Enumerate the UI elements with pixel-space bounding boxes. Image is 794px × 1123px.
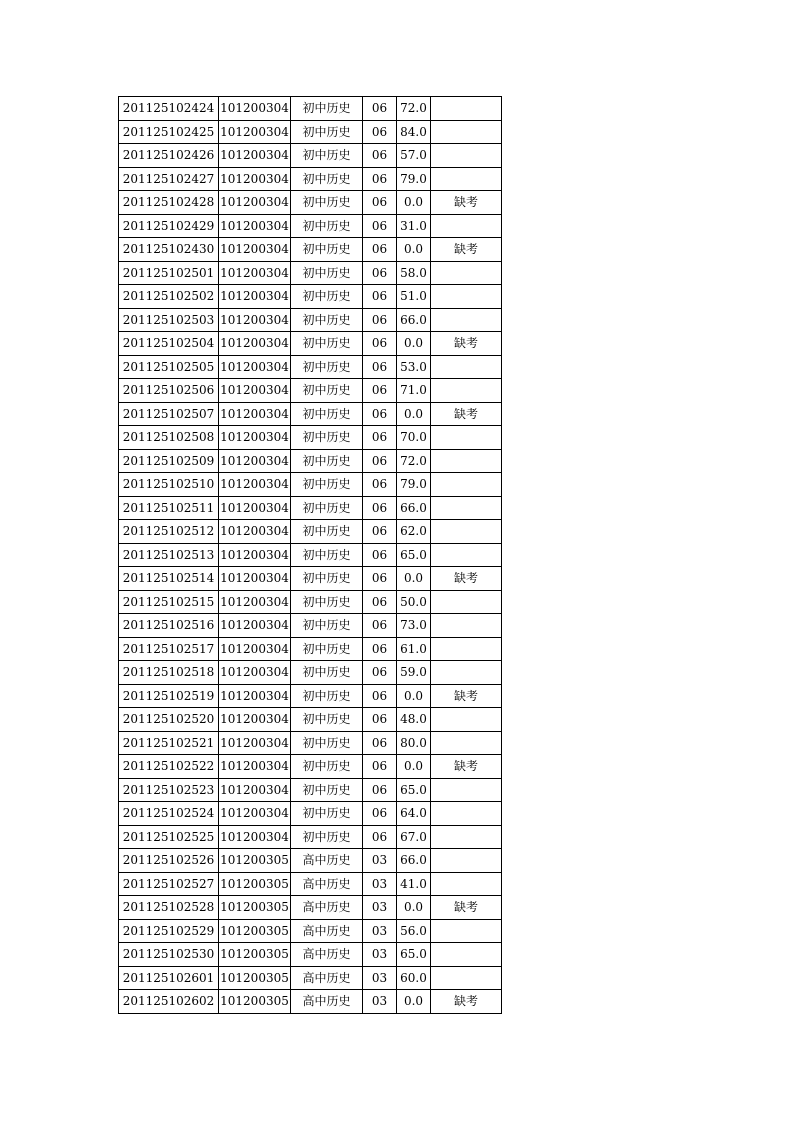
position-code-cell: 101200304 [219,449,291,473]
exam-id-cell: 201125102504 [119,332,219,356]
position-code-cell: 101200304 [219,708,291,732]
exam-id-cell: 201125102509 [119,449,219,473]
score-cell: 79.0 [397,167,431,191]
score-cell: 66.0 [397,496,431,520]
position-code-cell: 101200304 [219,825,291,849]
exam-id-cell: 201125102503 [119,308,219,332]
subject-cell: 初中历史 [291,402,363,426]
remark-cell [431,802,502,826]
remark-cell [431,637,502,661]
remark-cell: 缺考 [431,238,502,262]
remark-cell [431,520,502,544]
remark-cell [431,872,502,896]
quota-cell: 06 [363,144,397,168]
quota-cell: 03 [363,896,397,920]
exam-id-cell: 201125102514 [119,567,219,591]
subject-cell: 初中历史 [291,590,363,614]
table-row [119,426,502,450]
position-code-cell: 101200305 [219,966,291,990]
position-code-cell: 101200304 [219,379,291,403]
exam-id-cell: 201125102427 [119,167,219,191]
position-code-cell: 101200304 [219,285,291,309]
exam-id-cell: 201125102426 [119,144,219,168]
subject-cell: 高中历史 [291,872,363,896]
exam-id-cell: 201125102526 [119,849,219,873]
quota-cell: 06 [363,191,397,215]
remark-cell [431,97,502,121]
score-table [118,96,502,1014]
remark-cell [431,614,502,638]
exam-id-cell: 201125102425 [119,120,219,144]
position-code-cell: 101200304 [219,214,291,238]
table-row [119,684,502,708]
table-row [119,637,502,661]
quota-cell: 06 [363,97,397,121]
score-cell: 58.0 [397,261,431,285]
subject-cell: 初中历史 [291,355,363,379]
exam-id-cell: 201125102502 [119,285,219,309]
table-row [119,966,502,990]
exam-id-cell: 201125102424 [119,97,219,121]
exam-id-cell: 201125102519 [119,684,219,708]
exam-id-cell: 201125102520 [119,708,219,732]
position-code-cell: 101200305 [219,919,291,943]
position-code-cell: 101200304 [219,755,291,779]
remark-cell [431,449,502,473]
subject-cell: 初中历史 [291,614,363,638]
table-row [119,943,502,967]
position-code-cell: 101200305 [219,896,291,920]
exam-id-cell: 201125102513 [119,543,219,567]
score-cell: 66.0 [397,308,431,332]
position-code-cell: 101200305 [219,943,291,967]
remark-cell [431,379,502,403]
score-cell: 84.0 [397,120,431,144]
exam-id-cell: 201125102510 [119,473,219,497]
exam-id-cell: 201125102428 [119,191,219,215]
position-code-cell: 101200304 [219,426,291,450]
table-row [119,849,502,873]
quota-cell: 06 [363,355,397,379]
remark-cell: 缺考 [431,755,502,779]
score-cell: 0.0 [397,567,431,591]
table-row [119,261,502,285]
remark-cell [431,496,502,520]
score-cell: 41.0 [397,872,431,896]
subject-cell: 初中历史 [291,285,363,309]
remark-cell: 缺考 [431,567,502,591]
score-cell: 0.0 [397,684,431,708]
score-cell: 61.0 [397,637,431,661]
subject-cell: 初中历史 [291,802,363,826]
position-code-cell: 101200304 [219,120,291,144]
remark-cell [431,543,502,567]
quota-cell: 06 [363,520,397,544]
position-code-cell: 101200304 [219,97,291,121]
score-table-body [119,97,502,1014]
exam-id-cell: 201125102511 [119,496,219,520]
exam-id-cell: 201125102525 [119,825,219,849]
position-code-cell: 101200304 [219,731,291,755]
position-code-cell: 101200304 [219,567,291,591]
score-cell: 50.0 [397,590,431,614]
score-cell: 65.0 [397,943,431,967]
position-code-cell: 101200304 [219,355,291,379]
remark-cell [431,708,502,732]
quota-cell: 03 [363,849,397,873]
position-code-cell: 101200305 [219,849,291,873]
remark-cell [431,849,502,873]
exam-id-cell: 201125102527 [119,872,219,896]
table-row [119,802,502,826]
score-cell: 72.0 [397,449,431,473]
position-code-cell: 101200304 [219,778,291,802]
quota-cell: 06 [363,496,397,520]
score-cell: 59.0 [397,661,431,685]
score-cell: 65.0 [397,778,431,802]
table-row [119,543,502,567]
subject-cell: 高中历史 [291,849,363,873]
position-code-cell: 101200304 [219,167,291,191]
remark-cell: 缺考 [431,191,502,215]
remark-cell: 缺考 [431,896,502,920]
remark-cell [431,308,502,332]
remark-cell [431,590,502,614]
table-row [119,355,502,379]
exam-id-cell: 201125102430 [119,238,219,262]
subject-cell: 高中历史 [291,919,363,943]
subject-cell: 初中历史 [291,825,363,849]
position-code-cell: 101200304 [219,473,291,497]
exam-id-cell: 201125102429 [119,214,219,238]
score-cell: 73.0 [397,614,431,638]
remark-cell [431,214,502,238]
table-row [119,567,502,591]
subject-cell: 初中历史 [291,661,363,685]
position-code-cell: 101200304 [219,637,291,661]
remark-cell [431,144,502,168]
position-code-cell: 101200304 [219,520,291,544]
remark-cell [431,261,502,285]
subject-cell: 初中历史 [291,426,363,450]
subject-cell: 初中历史 [291,191,363,215]
quota-cell: 03 [363,872,397,896]
quota-cell: 03 [363,966,397,990]
remark-cell: 缺考 [431,990,502,1014]
table-row [119,285,502,309]
remark-cell [431,426,502,450]
table-row [119,144,502,168]
table-row [119,708,502,732]
score-cell: 53.0 [397,355,431,379]
score-cell: 64.0 [397,802,431,826]
subject-cell: 初中历史 [291,332,363,356]
score-cell: 79.0 [397,473,431,497]
quota-cell: 06 [363,731,397,755]
quota-cell: 06 [363,567,397,591]
remark-cell [431,661,502,685]
table-row [119,308,502,332]
score-cell: 48.0 [397,708,431,732]
table-row [119,825,502,849]
table-row [119,990,502,1014]
quota-cell: 06 [363,285,397,309]
score-cell: 51.0 [397,285,431,309]
table-row [119,896,502,920]
score-cell: 0.0 [397,238,431,262]
table-row [119,778,502,802]
quota-cell: 06 [363,755,397,779]
table-row [119,590,502,614]
exam-id-cell: 201125102529 [119,919,219,943]
table-row [119,449,502,473]
score-cell: 56.0 [397,919,431,943]
subject-cell: 初中历史 [291,167,363,191]
exam-id-cell: 201125102601 [119,966,219,990]
exam-id-cell: 201125102517 [119,637,219,661]
quota-cell: 06 [363,590,397,614]
exam-id-cell: 201125102518 [119,661,219,685]
score-cell: 0.0 [397,990,431,1014]
subject-cell: 初中历史 [291,731,363,755]
position-code-cell: 101200304 [219,614,291,638]
position-code-cell: 101200304 [219,684,291,708]
exam-id-cell: 201125102501 [119,261,219,285]
subject-cell: 初中历史 [291,778,363,802]
remark-cell [431,966,502,990]
remark-cell: 缺考 [431,684,502,708]
position-code-cell: 101200304 [219,261,291,285]
subject-cell: 初中历史 [291,261,363,285]
subject-cell: 初中历史 [291,144,363,168]
quota-cell: 06 [363,426,397,450]
table-row [119,496,502,520]
subject-cell: 初中历史 [291,708,363,732]
remark-cell [431,355,502,379]
subject-cell: 初中历史 [291,473,363,497]
quota-cell: 06 [363,684,397,708]
score-cell: 0.0 [397,755,431,779]
quota-cell: 03 [363,919,397,943]
subject-cell: 初中历史 [291,684,363,708]
exam-id-cell: 201125102505 [119,355,219,379]
position-code-cell: 101200304 [219,191,291,215]
score-cell: 62.0 [397,520,431,544]
remark-cell [431,731,502,755]
table-row [119,402,502,426]
quota-cell: 03 [363,990,397,1014]
score-cell: 0.0 [397,896,431,920]
table-row [119,661,502,685]
position-code-cell: 101200304 [219,802,291,826]
quota-cell: 06 [363,473,397,497]
quota-cell: 06 [363,614,397,638]
exam-id-cell: 201125102512 [119,520,219,544]
subject-cell: 初中历史 [291,637,363,661]
quota-cell: 03 [363,943,397,967]
table-row [119,919,502,943]
subject-cell: 初中历史 [291,496,363,520]
subject-cell: 高中历史 [291,896,363,920]
quota-cell: 06 [363,825,397,849]
subject-cell: 高中历史 [291,943,363,967]
exam-id-cell: 201125102515 [119,590,219,614]
quota-cell: 06 [363,778,397,802]
remark-cell [431,473,502,497]
remark-cell [431,120,502,144]
quota-cell: 06 [363,449,397,473]
quota-cell: 06 [363,661,397,685]
score-cell: 72.0 [397,97,431,121]
table-row [119,872,502,896]
subject-cell: 初中历史 [291,120,363,144]
quota-cell: 06 [363,637,397,661]
quota-cell: 06 [363,120,397,144]
position-code-cell: 101200304 [219,661,291,685]
position-code-cell: 101200304 [219,543,291,567]
subject-cell: 初中历史 [291,567,363,591]
subject-cell: 初中历史 [291,755,363,779]
quota-cell: 06 [363,238,397,262]
remark-cell [431,919,502,943]
table-row [119,520,502,544]
table-row [119,238,502,262]
subject-cell: 初中历史 [291,379,363,403]
exam-id-cell: 201125102507 [119,402,219,426]
position-code-cell: 101200304 [219,332,291,356]
quota-cell: 06 [363,214,397,238]
position-code-cell: 101200304 [219,238,291,262]
subject-cell: 初中历史 [291,308,363,332]
score-cell: 0.0 [397,402,431,426]
exam-id-cell: 201125102516 [119,614,219,638]
score-cell: 0.0 [397,332,431,356]
remark-cell: 缺考 [431,402,502,426]
exam-id-cell: 201125102506 [119,379,219,403]
exam-id-cell: 201125102521 [119,731,219,755]
score-cell: 31.0 [397,214,431,238]
exam-id-cell: 201125102528 [119,896,219,920]
table-row [119,97,502,121]
quota-cell: 06 [363,543,397,567]
quota-cell: 06 [363,802,397,826]
table-row [119,214,502,238]
quota-cell: 06 [363,167,397,191]
position-code-cell: 101200305 [219,990,291,1014]
position-code-cell: 101200304 [219,144,291,168]
subject-cell: 初中历史 [291,543,363,567]
table-row [119,614,502,638]
position-code-cell: 101200304 [219,590,291,614]
table-row [119,120,502,144]
exam-id-cell: 201125102523 [119,778,219,802]
subject-cell: 高中历史 [291,990,363,1014]
score-cell: 60.0 [397,966,431,990]
subject-cell: 高中历史 [291,966,363,990]
position-code-cell: 101200304 [219,496,291,520]
score-cell: 71.0 [397,379,431,403]
exam-id-cell: 201125102522 [119,755,219,779]
score-cell: 67.0 [397,825,431,849]
score-cell: 66.0 [397,849,431,873]
quota-cell: 06 [363,708,397,732]
table-row [119,167,502,191]
remark-cell [431,285,502,309]
exam-id-cell: 201125102602 [119,990,219,1014]
subject-cell: 初中历史 [291,214,363,238]
quota-cell: 06 [363,402,397,426]
remark-cell [431,825,502,849]
quota-cell: 06 [363,261,397,285]
score-cell: 0.0 [397,191,431,215]
subject-cell: 初中历史 [291,97,363,121]
exam-id-cell: 201125102530 [119,943,219,967]
subject-cell: 初中历史 [291,449,363,473]
position-code-cell: 101200305 [219,872,291,896]
quota-cell: 06 [363,308,397,332]
position-code-cell: 101200304 [219,308,291,332]
score-cell: 80.0 [397,731,431,755]
score-cell: 65.0 [397,543,431,567]
remark-cell [431,778,502,802]
exam-id-cell: 201125102524 [119,802,219,826]
score-cell: 70.0 [397,426,431,450]
remark-cell: 缺考 [431,332,502,356]
remark-cell [431,943,502,967]
table-row [119,332,502,356]
subject-cell: 初中历史 [291,238,363,262]
quota-cell: 06 [363,332,397,356]
exam-id-cell: 201125102508 [119,426,219,450]
quota-cell: 06 [363,379,397,403]
subject-cell: 初中历史 [291,520,363,544]
score-cell: 57.0 [397,144,431,168]
table-row [119,755,502,779]
remark-cell [431,167,502,191]
table-row [119,473,502,497]
position-code-cell: 101200304 [219,402,291,426]
table-row [119,731,502,755]
table-row [119,191,502,215]
table-row [119,379,502,403]
